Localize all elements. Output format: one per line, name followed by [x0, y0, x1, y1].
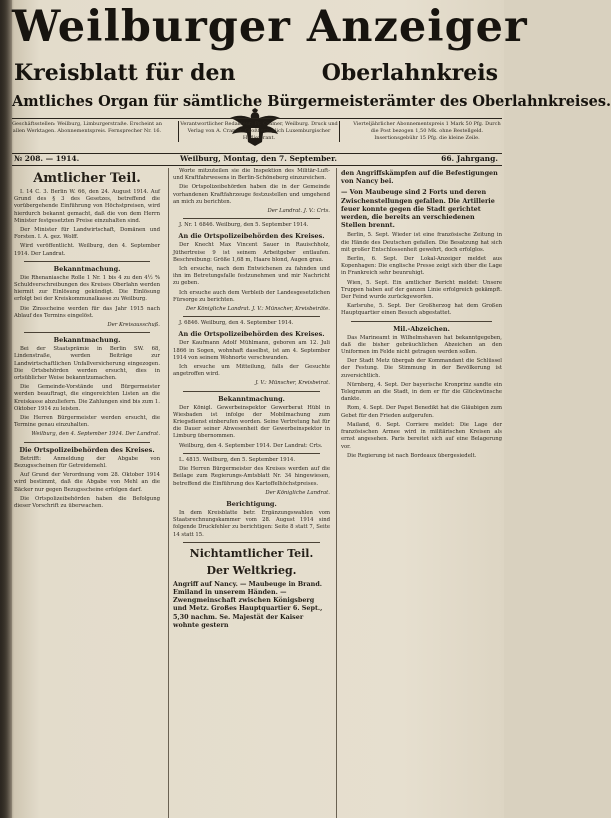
paragraph: Mailand, 6. Sept. Corriere meldet: Die Lage der französischen Armee wird in militärischen Kreisen als ernst angesehen. Paris bereitet sich auf eine Belagerung vor.: [341, 421, 502, 450]
paragraph: Die Zinsscheine werden für das Jahr 1915 nach Ablauf des Termins eingelöst.: [14, 305, 160, 319]
paragraph: Der Stadt Metz übergab der Kommandant die Schlüssel der Festung. Die Stimmung in der Bevölkerung ist zuversichtlich.: [341, 358, 502, 379]
binding-shadow: [0, 0, 12, 818]
paragraph: Bei der Staatsprämie in Berlin SW. 68, Lindenstraße, werden Beiträge zur Landwirtschaftlichen Unfallversicherung eingezogen. Die Ortsbehörden werden ersucht, dies in ortsüblicher Weise bekanntzumachen.: [14, 346, 160, 382]
paragraph: Betrifft: Anmeldung der Abgabe von Bezugsscheinen für Getreidemehl.: [14, 455, 160, 469]
info-middle: Verantwortlicher Redakteur: Fr. Cramer, Weilburg. Druck und Verlag von A. Cramer, Großherzoglich Luxemburgischer Hoflieferant.: [178, 121, 340, 142]
paragraph: Die Ortspolizeibehörden haben die in der Gemeinde vorhandenen Kraftfahrzeuge festzustellen und umgehend an mich zu berichten.: [173, 184, 330, 205]
divider: [183, 316, 320, 317]
official-organ-line: Amtliches Organ für sämtliche Bürgermeisterämter des Oberlahnkreises.: [12, 93, 611, 110]
subhead: Bekanntmachung.: [218, 394, 285, 403]
subtitle-row: [12, 56, 502, 90]
column-1: [14, 168, 160, 818]
paragraph: Der Königl. Gewerbeinspektor Gewerberat Hübl in Wiesbaden ist infolge der Mobilmachung zum Kriegsdienst einberufen worden. Seine Vertretung hat für die Dauer seiner Abwesenheit der Gewerbeinspektor in Limburg übernommen.: [173, 404, 330, 440]
paragraph: Ich ersuche auch dem Verbleib der Landesgesetzlichen Fürsorge zu berichten.: [173, 289, 330, 303]
subhead: An die Ortspolizeibehörden des Kreises.: [178, 232, 325, 241]
item-ref: L. 4815. Weilburg, den 5. September 1914.: [179, 456, 296, 463]
paragraph: Der Kaufmann Adolf Mühlmann, geboren am 12. Juli 1866 in Sogen, wohnhaft daselbst, ist am 4. September 1914 von seinem Wohnorte verschwunden.: [173, 340, 330, 361]
divider: [183, 453, 320, 454]
paragraph: Weilburg, den 4. September 1914. Der Landrat: Crts.: [179, 442, 323, 449]
paragraph: Nürnberg, 4. Sept. Der bayerische Kronprinz sandte ein Telegramm an die Stadt, in dem er für die Glückwünsche dankte.: [341, 381, 502, 403]
paragraph: Karlsruhe, 5. Sept. Der Großherzog hat dem Großen Hauptquartier einen Besuch abgestattet.: [341, 303, 502, 317]
signature: Der Kreisausschuß.: [107, 322, 160, 329]
paragraph: Die Gemeinde-Vorstände und Bürgermeister werden beauftragt, die eingereichten Listen an die Kreiskasse abzuliefern. Die Zahlungen sind bis zum 1. Oktober 1914 zu leisten.: [14, 384, 160, 412]
paragraph: Wird veröffentlicht. Weilburg, den 4. September 1914. Der Landrat.: [14, 243, 160, 257]
volume-year: 66. Jahrgang.: [441, 154, 498, 163]
signature: Weilburg, den 4. September 1914. Der Landrat.: [31, 431, 160, 438]
paragraph: Das Marineamt in Wilhelmshaven hat bekanntgegeben, daß die bisher gebräuchlichen Abzeichen an den Uniformen im Felde nicht getragen werden sollen.: [341, 334, 502, 356]
subhead: Bekanntmachung.: [53, 264, 121, 273]
subtitle-left: Kreisblatt für den: [14, 60, 236, 86]
paragraph: Der Minister für Landwirtschaft, Domänen und Forsten. I. A. gez. Wolff.: [14, 227, 160, 241]
divider: [351, 321, 492, 322]
subhead: An die Ortspolizeibehörden des Kreises.: [178, 330, 325, 339]
issue-number: № 208. — 1914.: [14, 154, 80, 163]
paragraph: Die Herren Bürgermeister werden ersucht, die Termine genau einzuhalten.: [14, 415, 160, 429]
item-ref: J. Nr. 1 6846. Weilburg, den 5. September 1914.: [179, 222, 309, 229]
divider: [183, 218, 320, 219]
info-left: Geschäftsstellen: Weilburg, Limburgerstraße. Erscheint an allen Werktagen. Abonnementspreis. Fernsprecher Nr. 16.: [12, 121, 162, 134]
section-head-worldwar: Der Weltkrieg.: [206, 563, 297, 577]
info-band: [12, 118, 502, 154]
paragraph: Worte mitzuteilen sie die Inspektion des Militär-Luft- und Kraftfahrwesens in Berlin-Schöneberg einzureichen.: [173, 168, 330, 182]
subtitle-right: Oberlahnkreis: [321, 60, 498, 86]
signature: Der Landrat. J. V.: Crts.: [267, 208, 330, 215]
paragraph: Berlin, 5. Sept. Wieder ist eine französische Zeitung in die Hände des Deutschen gefallen. Die Besatzung hat sich mit großer Entschlossenheit gewehrt, doch erfolglos.: [341, 232, 502, 253]
war-bulletin-maubeuge: — Von Maubeuge sind 2 Forts und deren Zwischenstellungen gefallen. Die Artillerie feuer konnte gegen die Stadt gerichtet werden, die bereits an verschiedenen Stellen brennt.: [341, 188, 495, 230]
subhead: Berichtigung.: [226, 499, 277, 508]
paragraph: Ich ersuche, nach dem Entwichenen zu fahnden und ihn im Betretungsfalle festzunehmen und mir Nachricht zu geben.: [173, 266, 330, 287]
war-bulletin: Angriff auf Nancy. — Maubeuge in Brand. Emiland in unserem Händen. — Zwengmeinschaft zwischen Königsberg und Metz. Großes Hauptquartier 6. Sept., 5,30 nachm. Se. Majestät der Kaiser wohnte gestern: [173, 579, 323, 629]
divider: [183, 542, 320, 543]
paragraph: Die Regierung ist nach Bordeaux übergesiedelt.: [347, 452, 477, 459]
column-3: [336, 168, 502, 818]
divider: [24, 332, 150, 333]
subhead: Mil.-Abzeichen.: [393, 324, 450, 333]
paragraph: Berlin, 6. Sept. Der Lokal-Anzeiger meldet aus Kopenhagen: Die englische Presse zeigt sich über die Lage in Frankreich sehr beunruhigt.: [341, 256, 502, 277]
column-2: [168, 168, 330, 818]
paragraph: Wien, 5. Sept. Ein amtlicher Bericht meldet: Unsere Truppen haben auf der ganzen Linie erfolgreich gekämpft. Der Feind wurde zurückgeworfen.: [341, 279, 502, 301]
paragraph: Rom, 4. Sept. Der Papst Benedikt hat die Gläubigen zum Gebet für den Frieden aufgerufen.: [341, 405, 502, 419]
masthead: [12, 0, 611, 130]
paragraph: Ich ersuche um Mitteilung, falls der Gesuchte angetroffen wird.: [173, 364, 330, 378]
signature: J. V.: Münscher, Kreisbeirat.: [255, 380, 330, 387]
paragraph: Die Ortspolizeibehörden haben die Befolgung dieser Vorschrift zu überwachen.: [14, 495, 160, 509]
subhead: Bekanntmachung.: [53, 336, 121, 345]
subhead: Die Ortspolizeibehörden des Kreises.: [19, 445, 155, 454]
paragraph: I. 14 C. 3. Berlin W. 66, den 24. August 1914. Auf Grund des § 3 des Gesetzes, betreffend die vorübergehende Einführung von Höchstpreisen, wird hierdurch bekannt gemacht, daß die von dem Herrn Minister festgesetzten Preise einzuhalten sind.: [14, 189, 160, 224]
dateline: [12, 153, 502, 166]
signature: Der Königliche Landrat.: [265, 489, 330, 496]
war-bulletin-cont: den Angriffskämpfen auf die Befestigungen von Nancy bei.: [341, 169, 498, 186]
signature: Der Königliche Landrat. J. V.: Münscher, Kreisbeiräte.: [185, 306, 330, 313]
paragraph: Auf Grund der Verordnung vom 28. Oktober 1914 wird bestimmt, daß die Abgabe von Mehl an die Bäcker nur gegen Bezugsscheine erfolgen darf.: [14, 472, 160, 493]
paragraph: Die Rhenaniasche Rolle 1 Nr. 1 bis 4 zu den 4½ % Schuldverschreibungen des Kreises Oberlahn werden hiermit zur Einlösung gekündigt. Die Einlösung erfolgt bei der Kreiskommunalkasse zu Weilburg.: [14, 274, 160, 303]
paragraph: In dem Kreisblatte betr. Ergänzungswahlen vom Staatsrechnungskammer vom 28. August 1914 sind folgende Druckfehler zu berichtigen: Seite 8 statt 7, Seite 14 statt 15.: [173, 509, 330, 538]
paragraph: Der Knecht Max Vincent Sauer in Rauischholz, Jüthertreise 9 ist seinem Arbeitgeber entlaufen. Beschreibung: Größe 1,68 m, Haare blond, Augen grau.: [173, 242, 330, 263]
section-head-official: Amtlicher Teil.: [33, 171, 141, 186]
paragraph: Die Herren Bürgermeister des Kreises werden auf die Beilage zum Regierungs-Amtsblatt Nr. 34 hingewiesen, betreffend die Einführung des Kartoffelhöchstpreises.: [173, 466, 330, 487]
info-right: Vierteljährlicher Abonnementspreis 1 Mark 50 Pfg. Durch die Post bezogen 1,50 Mk. ohne Bestellgeld. Insertionsgebühr 15 Pfg. die kleine Zeile.: [353, 121, 501, 141]
divider: [183, 391, 320, 392]
divider: [24, 261, 150, 262]
issue-date: Weilburg, Montag, den 7. September.: [180, 154, 337, 163]
newspaper-title: Weilburger Anzeiger: [12, 2, 528, 52]
item-ref: J. 6846. Weilburg, den 4. September 1914.: [179, 320, 294, 327]
section-head-nonofficial: Nichtamtlicher Teil.: [189, 546, 314, 560]
divider: [24, 442, 150, 443]
